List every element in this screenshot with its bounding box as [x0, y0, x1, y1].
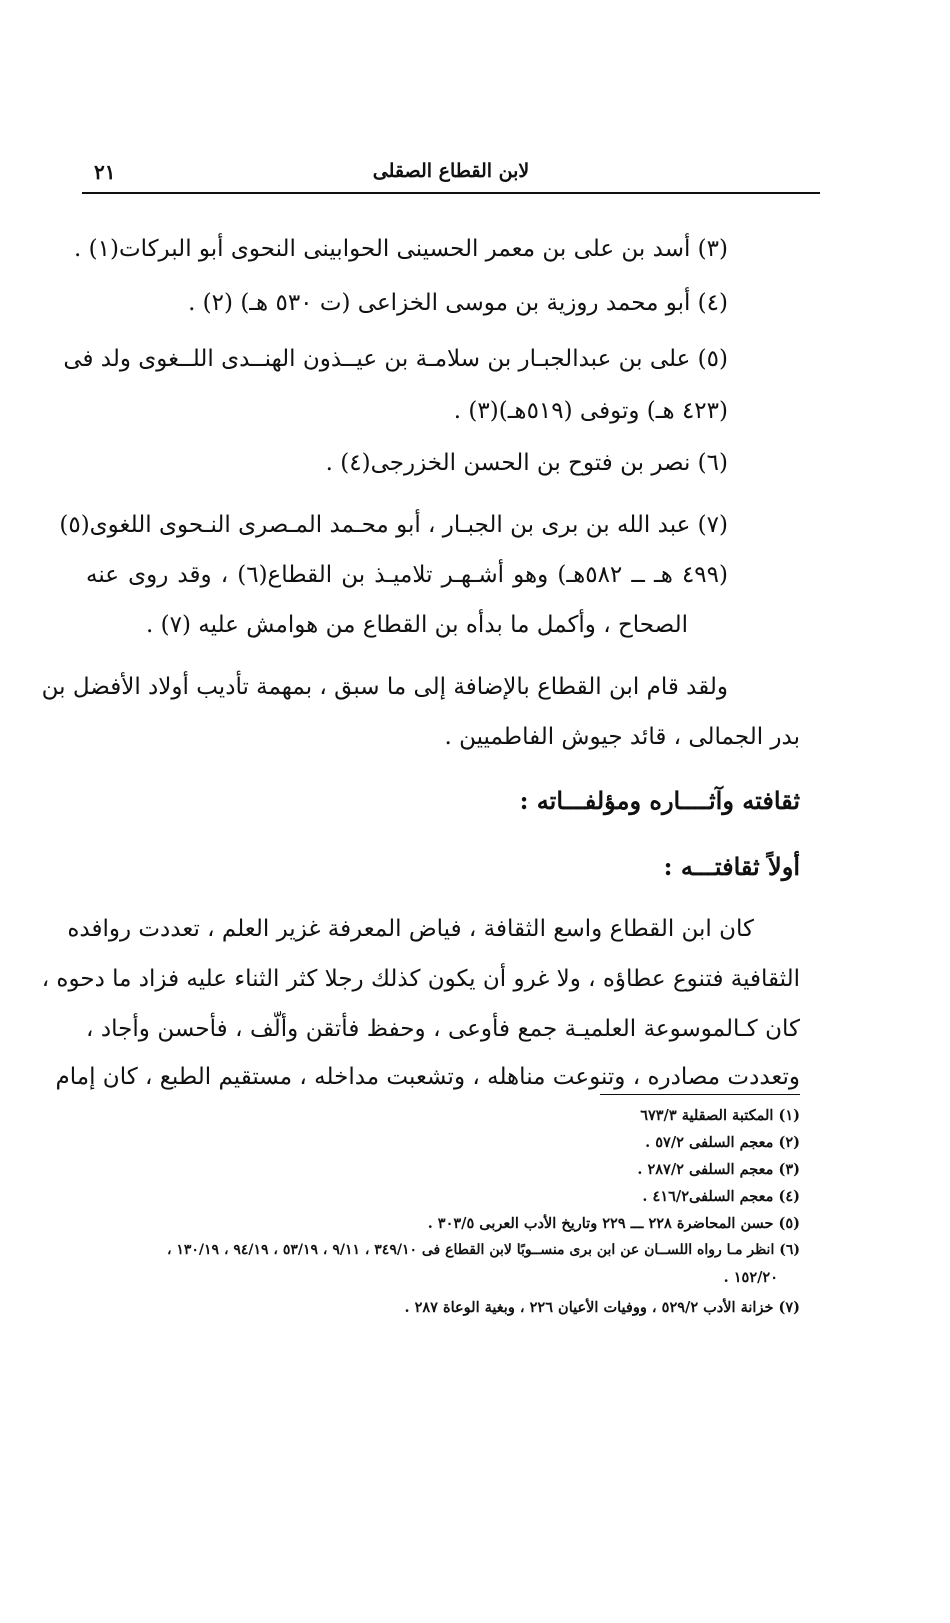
section-heading: ثقافته وآثــــاره ومؤلفـــاته :	[519, 786, 800, 815]
footnote: (٤) معجم السلفى٤١٦/٢ .	[642, 1188, 800, 1205]
footnote-rule	[600, 1094, 800, 1095]
footnote: (٧) خزانة الأدب ٥٢٩/٢ ، ووفيات الأعيان ٢٢٦ ، وبغية الوعاة ٢٨٧ .	[404, 1299, 800, 1316]
footnote: (٥) حسن المحاضرة ٢٢٨ ـــ ٢٢٩ وتاريخ الأدب العربى ٣٠٣/٥ .	[427, 1215, 800, 1232]
running-title: لابن القطاع الصقلى	[372, 160, 530, 182]
subsection-heading: أولاً ثقافتـــه :	[663, 852, 800, 881]
header-rule	[82, 192, 820, 194]
paragraph-line: كان كـالموسوعة العلميـة جمع فأوعى ، وحفظ فأتقن وألّف ، فأحسن وأجاد ،	[86, 1016, 800, 1042]
page-number: ٢١	[94, 160, 116, 184]
paragraph-line: ولقد قام ابن القطاع بالإضافة إلى ما سبق ، بمهمة تأديب أولاد الأفضل بن	[41, 674, 728, 700]
paragraph-line: بدر الجمالى ، قائد جيوش الفاطميين .	[444, 724, 800, 750]
list-item-5-cont: (٤٢٣ هـ) وتوفى (٥١٩هـ)(٣) .	[453, 398, 728, 424]
list-item-4: (٤) أبو محمد روزية بن موسى الخزاعى (ت ٥٣٠ هـ) (٢) .	[188, 290, 728, 316]
list-item-3: (٣) أسد بن على بن معمر الحسينى الحوابينى النحوى أبو البركات(١) .	[74, 236, 728, 262]
list-item-6: (٦) نصر بن فتوح بن الحسن الخزرجى(٤) .	[325, 450, 728, 476]
footnote: (١) المكتبة الصقلية ٦٧٣/٣	[640, 1107, 800, 1124]
list-item-7: (٧) عبد الله بن برى بن الجبـار ، أبو محـمد المـصرى النـحوى اللغوى(٥)	[59, 512, 728, 538]
list-item-5: (٥) على بن عبدالجبـار بن سلامـة بن عيــذون الهنــدى اللــغوى ولد فى	[63, 346, 728, 372]
paragraph-line: كان ابن القطاع واسع الثقافة ، فياض المعرفة غزير العلم ، تعددت روافده	[67, 916, 754, 942]
footnote: (٦) انظر مـا رواه اللســان عن ابن برى منســوبًا لابن القطاع فى ٣٤٩/١٠ ، ٩/١١ ، ٥٣/١٩ ، ٩٤/١٩ ، ١٣٠/١٩ ،	[166, 1242, 800, 1258]
footnote: (٢) معجم السلفى ٥٧/٢ .	[645, 1134, 800, 1151]
page-header	[82, 160, 820, 190]
paragraph-line: الثقافية فتنوع عطاؤه ، ولا غرو أن يكون كذلك رجلا كثر الثناء عليه فزاد ما دحوه ،	[41, 966, 800, 992]
list-item-7-cont: (٤٩٩ هـ ــ ٥٨٢هـ) وهو أشـهـر تلاميـذ بن القطاع(٦) ، وقد روى عنه	[86, 562, 728, 588]
footnote-cont: ١٥٢/٢٠ .	[723, 1269, 778, 1286]
list-item-7-cont: الصحاح ، وأكمل ما بدأه بن القطاع من هوامش عليه (٧) .	[146, 612, 688, 638]
footnote: (٣) معجم السلفى ٢٨٧/٢ .	[637, 1161, 800, 1178]
paragraph-line: وتعددت مصادره ، وتنوعت مناهله ، وتشعبت مداخله ، مستقيم الطبع ، كان إمام	[55, 1064, 800, 1090]
